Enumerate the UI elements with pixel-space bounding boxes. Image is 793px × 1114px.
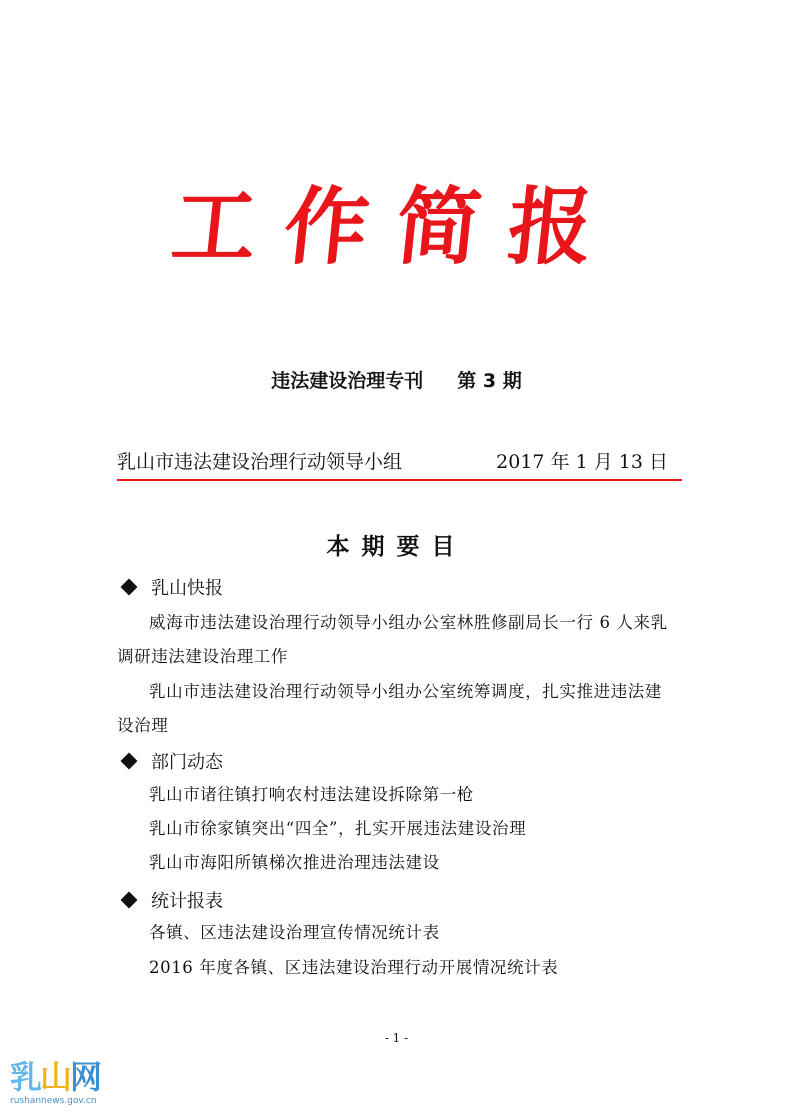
contents-item: 乳山市徐家镇突出“四全”，扎实开展违法建设治理 [149, 819, 527, 838]
page-number: - 1 - [384, 1031, 409, 1045]
logo-char-2: 山 [40, 1058, 71, 1096]
contents-item: 乳山市海阳所镇梯次推进治理违法建设 [149, 853, 440, 872]
section-heading [119, 574, 223, 600]
contents-item: 乳山市违法建设治理行动领导小组办公室统筹调度，扎实推进违法建设治理 [117, 682, 662, 735]
issuer-org: 乳山市违法建设治理行动领导小组 [117, 451, 403, 473]
issue-date: 2017 年 1 月 13 日 [496, 451, 668, 473]
contents-title: 本期要目 [326, 534, 467, 560]
diamond-bullet-icon [121, 892, 138, 909]
site-watermark-logo [10, 1060, 110, 1110]
diamond-bullet-icon [121, 579, 138, 596]
logo-char-1: 乳 [10, 1058, 41, 1096]
logo-wordmark [10, 1060, 100, 1094]
series-name: 违法建设治理专刊 [271, 370, 424, 392]
issue-number: 第 3 期 [457, 370, 522, 392]
logo-char-3: 网 [70, 1058, 101, 1096]
section-heading-text: 乳山快报 [151, 578, 223, 599]
section-heading [119, 748, 223, 774]
contents-item: 威海市违法建设治理行动领导小组办公室林胜修副局长一行 6 人来乳调研违法建设治理工作 [117, 613, 668, 666]
logo-url: rushannews.gov.cn [10, 1096, 97, 1106]
issue-subtitle [0, 366, 793, 393]
contents-item: 2016 年度各镇、区违法建设治理行动开展情况统计表 [149, 958, 559, 977]
contents-item: 各镇、区违法建设治理宣传情况统计表 [149, 923, 440, 942]
diamond-bullet-icon [121, 753, 138, 770]
issuer-line [117, 449, 682, 481]
section-heading [119, 887, 223, 913]
section-heading-text: 统计报表 [151, 891, 223, 912]
masthead-title: 工作简报 [167, 177, 626, 276]
section-heading-text: 部门动态 [151, 752, 223, 773]
contents-item: 乳山市诸往镇打响农村违法建设拆除第一枪 [149, 785, 474, 804]
